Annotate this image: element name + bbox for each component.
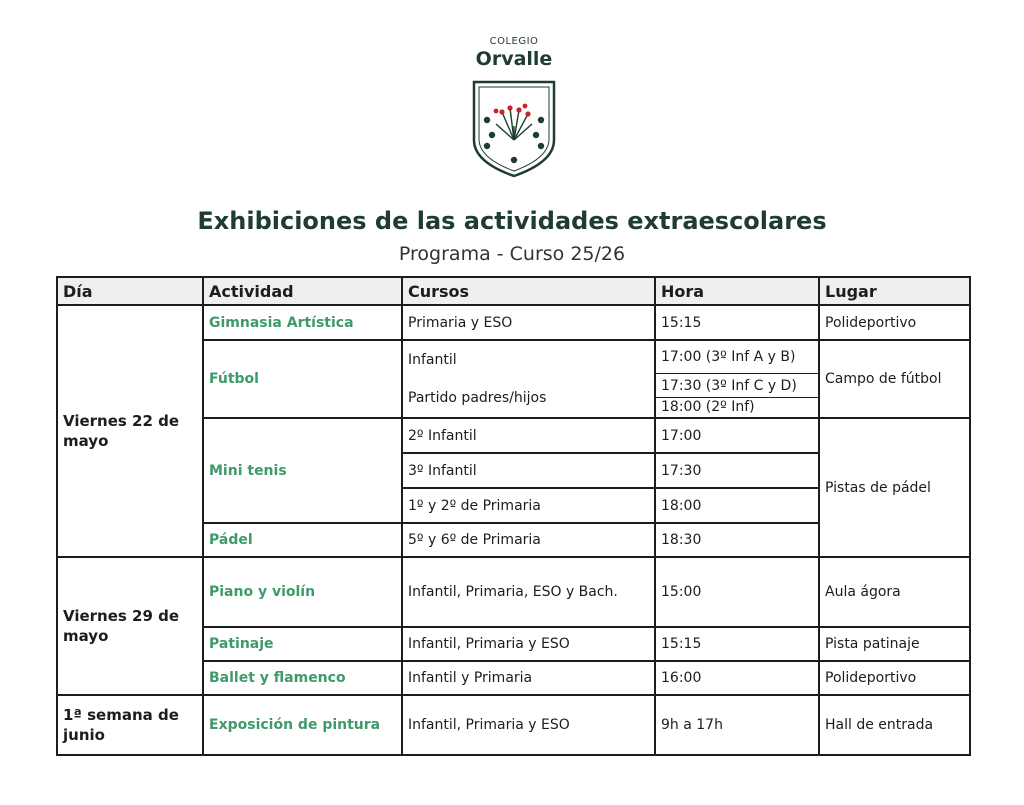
school-shield-icon [470, 78, 558, 180]
hora-cell: 17:00 [655, 418, 819, 453]
logo-subtitle: COLEGIO [489, 36, 539, 47]
cursos-cell: 5º y 6º de Primaria [402, 523, 655, 557]
hora-cell: 17:00 (3º Inf A y B) [655, 340, 819, 374]
lugar-cell: Aula ágora [819, 557, 970, 627]
activity-cell: Fútbol [203, 340, 402, 418]
day-cell: Viernes 29 de mayo [57, 557, 203, 695]
table-row [57, 305, 970, 340]
logo-name: Orvalle [475, 48, 553, 70]
hora-cell: 17:30 (3º Inf C y D) [655, 374, 819, 398]
table-header-row [57, 277, 970, 305]
header-dia: Día [57, 277, 203, 305]
cursos-cell: 2º Infantil [402, 418, 655, 453]
curso-line: Partido padres/hijos [408, 390, 547, 406]
page-title: Exhibiciones de las actividades extraescolares [197, 207, 827, 235]
activity-cell: Gimnasia Artística [203, 305, 402, 340]
curso-line: Infantil [408, 352, 457, 368]
header-hora: Hora [655, 277, 819, 305]
hora-cell: 16:00 [655, 661, 819, 695]
day-cell: 1ª semana de junio [57, 695, 203, 755]
cursos-cell: 1º y 2º de Primaria [402, 488, 655, 523]
table-row [57, 695, 970, 755]
cursos-cell: Infantil, Primaria, ESO y Bach. [402, 557, 655, 627]
day-cell: Viernes 22 de mayo [57, 305, 203, 557]
activity-cell: Ballet y flamenco [203, 661, 402, 695]
lugar-cell: Polideportivo [819, 661, 970, 695]
lugar-cell: Campo de fútbol [819, 340, 970, 418]
hora-cell: 18:00 (2º Inf) [655, 397, 819, 418]
header-lugar: Lugar [819, 277, 970, 305]
hora-cell: 18:00 [655, 488, 819, 523]
hora-cell: 17:30 [655, 453, 819, 488]
lugar-cell: Polideportivo [819, 305, 970, 340]
lugar-cell: Hall de entrada [819, 695, 970, 755]
activities-table [56, 276, 971, 756]
cursos-cell: Infantil, Primaria y ESO [402, 695, 655, 755]
cursos-cell: Infantil, Primaria y ESO [402, 627, 655, 661]
cursos-cell: Infantil y Primaria [402, 661, 655, 695]
activity-cell: Exposición de pintura [203, 695, 402, 755]
school-logo [466, 36, 562, 70]
header-cursos: Cursos [402, 277, 655, 305]
activity-cell: Pádel [203, 523, 402, 557]
cursos-cell [402, 340, 655, 418]
activity-cell: Piano y violín [203, 557, 402, 627]
lugar-cell: Pista patinaje [819, 627, 970, 661]
hora-cell: 18:30 [655, 523, 819, 557]
page-subtitle: Programa - Curso 25/26 [398, 243, 626, 265]
hora-cell: 15:15 [655, 627, 819, 661]
cursos-cell: 3º Infantil [402, 453, 655, 488]
activity-cell: Mini tenis [203, 418, 402, 523]
hora-cell: 9h a 17h [655, 695, 819, 755]
hora-cell: 15:15 [655, 305, 819, 340]
table-row [57, 557, 970, 627]
hora-cell: 15:00 [655, 557, 819, 627]
activity-cell: Patinaje [203, 627, 402, 661]
lugar-cell: Pistas de pádel [819, 418, 970, 557]
header-actividad: Actividad [203, 277, 402, 305]
cursos-cell: Primaria y ESO [402, 305, 655, 340]
